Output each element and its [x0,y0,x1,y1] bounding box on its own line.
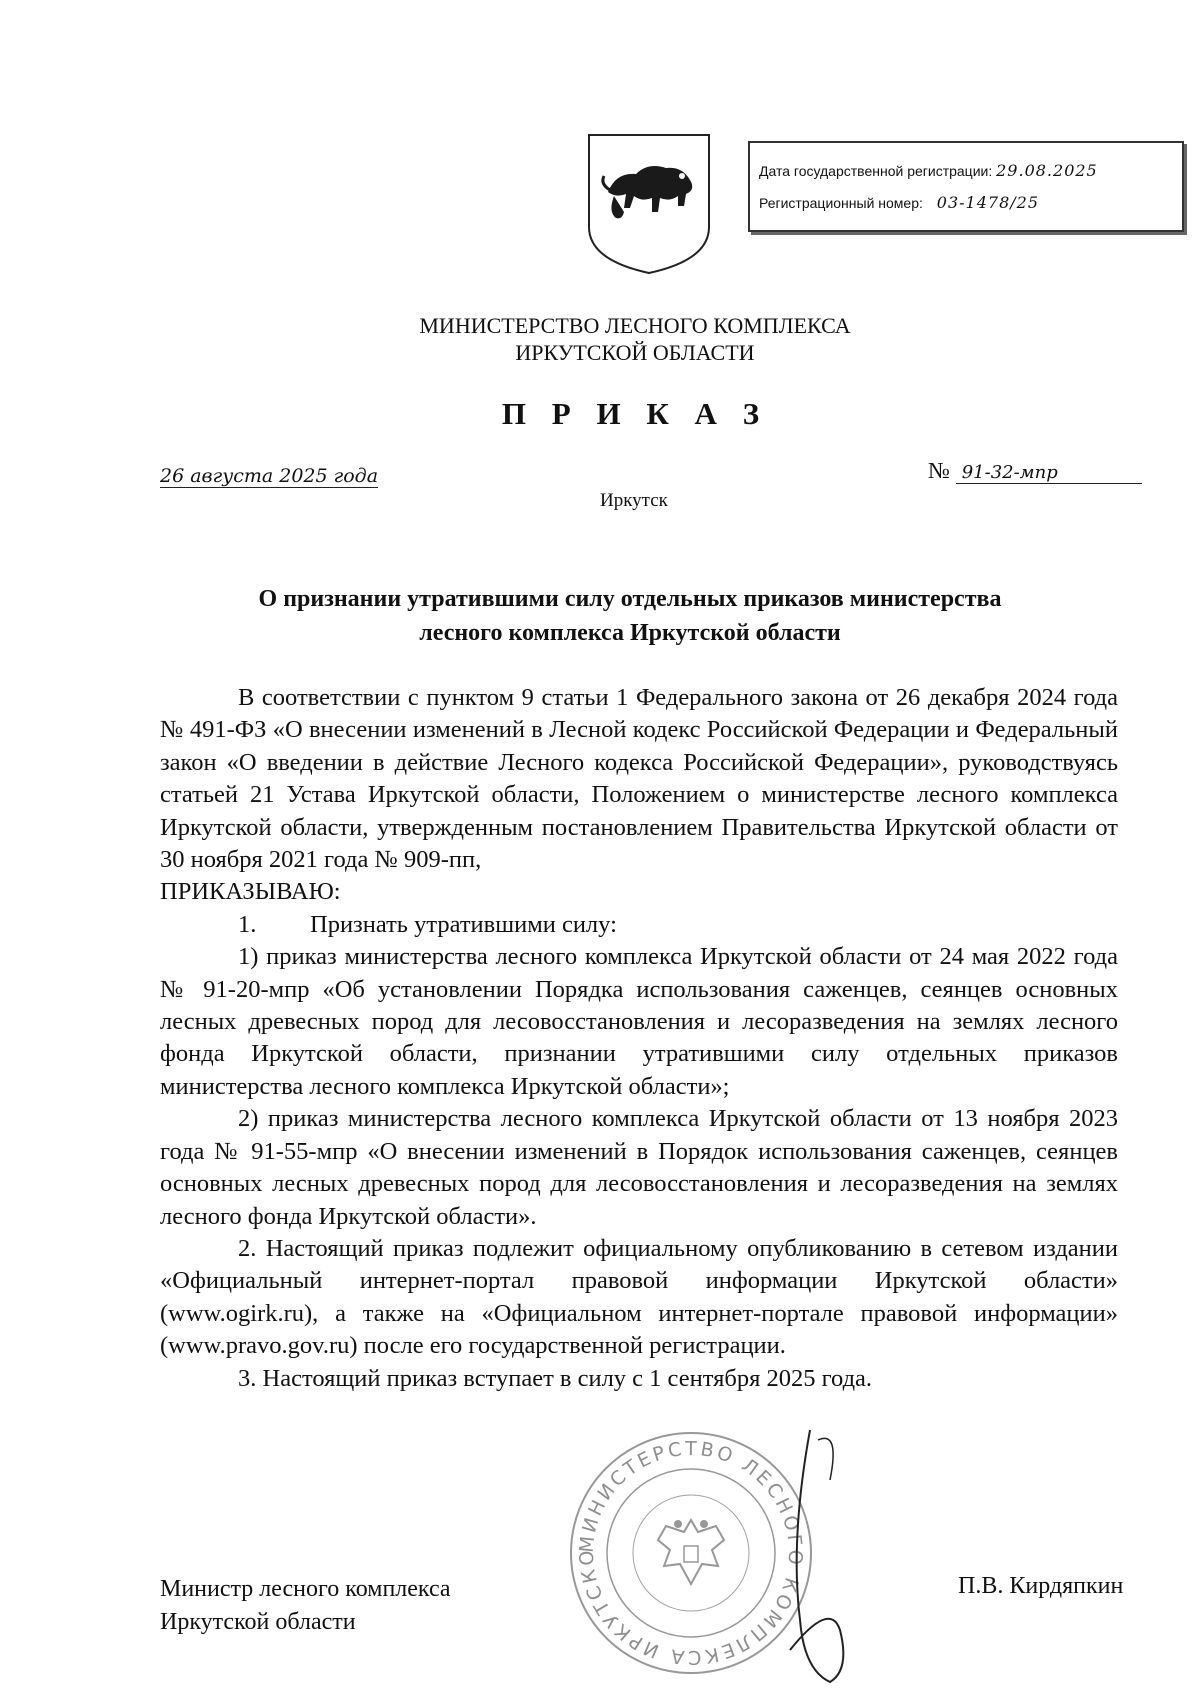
registration-number-label: Регистрационный номер: [759,195,923,211]
coat-of-arms-emblem [586,132,712,276]
registration-date-label: Дата государственной регистрации: [759,163,993,179]
document-title [190,582,1070,650]
signatory-position-line2: Иркутской области [160,1609,356,1635]
document-body [160,682,1118,1395]
document-number [928,458,1142,484]
document-title-line2: лесного комплекса Иркутской области [419,620,841,646]
registration-date-value: 29.08.2025 [996,161,1098,180]
ministry-name-line2: ИРКУТСКОЙ ОБЛАСТИ [515,340,755,365]
seal-ring-text: МИНИСТЕРСТВО ЛЕСНОГО КОМПЛЕКСА ИРКУТСКО [575,1437,807,1669]
number-sign: № [928,458,950,483]
item-1-paragraph [160,909,1118,941]
item-3-paragraph: 3. Настоящий приказ вступает в силу с 1 сентября 2025 года. [238,1364,873,1392]
item-1-number: 1. [238,910,257,938]
signatory-position-line1: Министр лесного комплекса [160,1576,451,1602]
item-2-paragraph: 2. Настоящий приказ подлежит официальному опубликованию в сетевом издании «Официальный интернет-портал правовой информации Иркутской области» (www.ogirk.ru), а также на «Официальном интернет-портале правовой информации» (www.pravo.gov.ru) после его государственной регистрации. [160,1234,1118,1360]
city-name: Иркутск [600,490,668,511]
registration-stamp-box [748,141,1184,232]
item-1-text: Признать утратившими силу: [310,910,617,938]
registration-number-row [759,193,1039,212]
signatory-name: П.В. Кирдяпкин [958,1573,1124,1599]
document-title-line1: О признании утратившими силу отдельных приказов министерства [258,586,1002,612]
document-type-heading: П Р И К А З [501,396,769,431]
sub-item-1-paragraph: 1) приказ министерства лесного комплекса Иркутской области от 24 мая 2022 года № 91-20-мпр «Об установлении Порядка использования саженцев, сеянцев основных лесных древесных пород для лесовосстановления и лесоразведения на землях лесного фонда Иркутской области, признании утратившими силу отдельных приказов министерства лесного комплекса Иркутской области»; [160,943,1118,1100]
handwritten-number: 91-32-мпр [956,462,1142,484]
preamble-paragraph: В соответствии с пунктом 9 статьи 1 Федерального закона от 26 декабря 2024 года № 491-ФЗ «О внесении изменений в Лесной кодекс Российской Федерации и Федеральный закон «О введении в действие Лесного кодекса Российской Федерации», руководствуясь статьей 21 Устава Иркутской области, Положением о министерстве лесного комплекса Иркутской области, утвержденным постановлением Правительства Иркутской области от 30 ноября 2021 года № 909-пп, [160,684,1118,874]
registration-number-value: 03-1478/25 [936,193,1040,212]
registration-date-row [759,161,1098,180]
ministry-name [0,312,1200,366]
handwritten-signature [770,1420,870,1690]
sub-item-2-paragraph: 2) приказ министерства лесного комплекса Иркутской области от 13 ноября 2023 года № 91-55-мпр «О внесении изменений в Порядок использования саженцев, сеянцев основных лесных древесных пород для лесовосстановления и лесоразведения на землях лесного фонда Иркутской области». [160,1105,1118,1230]
order-word: ПРИКАЗЫВАЮ: [160,878,341,906]
signatory-position [160,1573,451,1639]
ministry-name-line1: МИНИСТЕРСТВО ЛЕСНОГО КОМПЛЕКСА [419,313,851,338]
handwritten-date: 26 августа 2025 года [160,465,379,487]
